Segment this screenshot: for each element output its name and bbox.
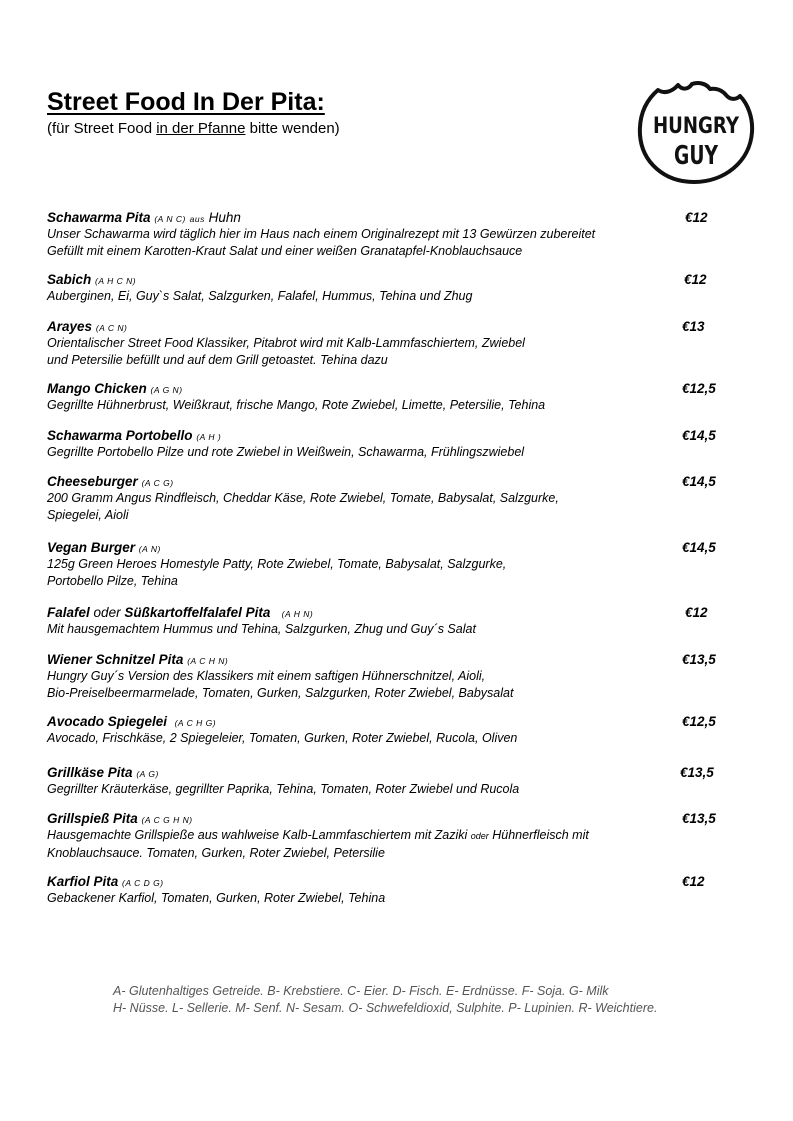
item-description: Unser Schawarma wird täglich hier im Haus nach einem Originalrezept mit 13 Gewürzen zubereitet Gefüllt mit einem Karotten-Kraut Salat und einer weißen Granatapfel-Knoblauchsauce [47,227,596,258]
item-price: €12 [685,210,708,225]
item-connector: aus [189,214,205,224]
item-description: Hausgemachte Grillspieße aus wahlweise Kalb-Lammfaschiertem mit Zaziki oder Hühnerfleisch mit Knoblauchsauce. Tomaten, Gurken, Roter Zwiebel, Petersilie [47,828,589,860]
hungry-guy-logo [636,80,756,186]
item-price: €13,5 [680,765,714,780]
item-price: €12,5 [682,714,716,729]
item-description: Avocado, Frischkäse, 2 Spiegeleier, Tomaten, Gurken, Roter Zwiebel, Rucola, Oliven [47,731,518,745]
item-allergen-codes: (A C H N) [187,656,229,666]
item-name: Sabich [47,272,92,287]
menu-item-vegan-burger [47,539,747,589]
item-name: Avocado Spiegelei [47,714,168,729]
menu-item-arayes [47,318,747,368]
item-name-variant: Huhn [208,210,241,225]
item-name: Karfiol Pita [47,874,119,889]
item-price: €13,5 [682,652,716,667]
item-name: Schawarma Pita [47,210,151,225]
allergen-legend-line2: H- Nüsse. L- Sellerie. M- Senf. N- Sesam. O- Schwefeldioxid, Sulphite. P- Lupinien. R- Weichtiere. [113,1000,658,1015]
item-description: Auberginen, Ei, Guy`s Salat, Salzgurken, Falafel, Hummus, Tehina und Zhug [47,289,473,303]
item-name-variant: Süßkartoffelfalafel Pita [124,605,271,620]
item-name: Mango Chicken [47,381,147,396]
menu-item-falafel-pita [47,604,747,638]
subtitle-prefix: (für Street Food [47,120,157,137]
allergen-legend-line1: A- Glutenhaltiges Getreide. B- Krebstiere. C- Eier. D- Fisch. E- Erdnüsse. F- Soja. G- Milk [113,984,609,998]
menu-item-schawarma-pita [47,209,747,259]
item-price: €13 [682,319,705,334]
item-description: Gebackener Karfiol, Tomaten, Gurken, Roter Zwiebel, Tehina [47,891,386,905]
logo-line1: HUNGRY [653,114,740,139]
item-description: 200 Gramm Angus Rindfleisch, Cheddar Käse, Rote Zwiebel, Tomate, Babysalat, Salzgurke, Spiegelei, Aioli [47,491,559,522]
item-allergen-codes: (A C G H N) [141,815,193,825]
item-name: Falafel [47,605,90,620]
item-allergen-codes: (A C H G) [174,718,217,728]
subtitle-suffix: bitte wenden) [245,120,340,137]
item-allergen-codes: (A H C N) [95,276,137,286]
menu-item-wiener-schnitzel-pita [47,651,747,701]
page-subtitle [47,120,340,137]
item-description: 125g Green Heroes Homestyle Patty, Rote Zwiebel, Tomate, Babysalat, Salzgurke, Portobello Pilze, Tehina [47,557,507,588]
menu-item-avocado-spiegelei [47,713,747,747]
item-price: €13,5 [682,811,716,826]
item-allergen-codes: (A C G) [141,478,174,488]
menu-item-karfiol-pita [47,873,747,907]
item-name: Vegan Burger [47,540,136,555]
item-price: €12 [682,874,705,889]
item-allergen-codes: (A H N) [281,609,314,619]
menu-item-grillkaese-pita [47,764,747,798]
item-description: Gegrillter Kräuterkäse, gegrillter Paprika, Tehina, Tomaten, Roter Zwiebel und Rucola [47,782,520,796]
item-description: Hungry Guy´s Version des Klassikers mit einem saftigen Hühnerschnitzel, Aioli, Bio-Preiselbeermarmelade, Tomaten, Gurken, Salzgurken, Roter Zwiebel, Babysalat [47,669,514,700]
item-allergen-codes: (A G N) [150,385,183,395]
item-name: Grillkäse Pita [47,765,133,780]
item-description: Mit hausgemachtem Hummus und Tehina, Salzgurken, Zhug und Guy´s Salat [47,622,476,636]
menu-item-mango-chicken [47,380,747,414]
item-allergen-codes: (A N) [138,544,161,554]
item-allergen-codes: (A N C) [154,214,186,224]
menu-item-schawarma-portobello [47,427,747,461]
item-price: €12 [684,272,707,287]
menu-item-sabich [47,271,747,305]
item-allergen-codes: (A H ) [196,432,222,442]
menu-item-grillspiess-pita [47,810,747,861]
item-name: Wiener Schnitzel Pita [47,652,184,667]
item-price: €14,5 [682,428,716,443]
item-allergen-codes: (A C D G) [122,878,164,888]
item-name: Grillspieß Pita [47,811,138,826]
item-price: €12,5 [682,381,716,396]
item-allergen-codes: (A G) [136,769,159,779]
item-description: Orientalischer Street Food Klassiker, Pitabrot wird mit Kalb-Lammfaschiertem, Zwiebel und Petersilie befüllt und auf dem Grill getoastet. Tehina dazu [47,336,525,367]
item-name: Cheeseburger [47,474,138,489]
item-name: Arayes [47,319,93,334]
item-price: €14,5 [682,474,716,489]
allergen-legend [113,983,657,1016]
menu-item-cheeseburger [47,473,747,523]
item-description: Gegrillte Portobello Pilze und rote Zwiebel in Weißwein, Schawarma, Frühlingszwiebel [47,445,525,459]
item-connector: oder [93,605,121,620]
item-price: €14,5 [682,540,716,555]
page-title: Street Food In Der Pita: [47,88,325,116]
item-name: Schawarma Portobello [47,428,193,443]
subtitle-underlined: in der Pfanne [156,120,246,137]
item-price: €12 [685,605,708,620]
item-allergen-codes: (A C N) [95,323,128,333]
item-description: Gegrillte Hühnerbrust, Weißkraut, frische Mango, Rote Zwiebel, Limette, Petersilie, Tehina [47,398,546,412]
logo-line2: GUY [674,141,719,171]
